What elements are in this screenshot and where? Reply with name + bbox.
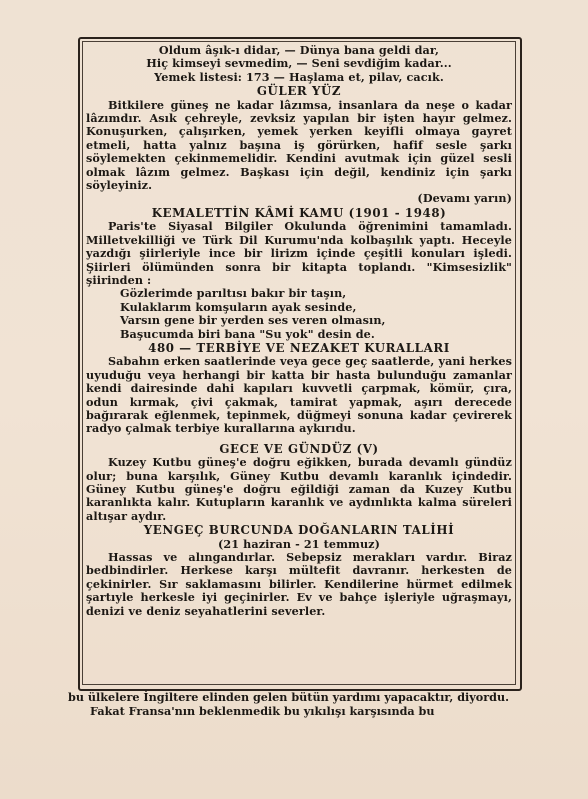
bottom-continuation-text	[68, 691, 512, 718]
terbiye-title: 480 — TERBİYE VE NEZAKET KURALLARI	[148, 340, 450, 355]
poem-top-line-2: Hiç kimseyi sevmedim, — Seni sevdiğim kadar...	[146, 56, 452, 71]
bottom-line-2: Fakat Fransa'nın beklenmedik bu yıkılışı karşısında bu	[90, 703, 435, 718]
poem-line-2: Kulaklarım komşuların ayak sesinde,	[120, 299, 357, 314]
gece-gunduz-title: GECE VE GÜNDÜZ (V)	[219, 441, 379, 456]
guler-yuz-title: GÜLER YÜZ	[256, 84, 342, 99]
gece-gunduz-body: Kuzey Kutbu güneş'e doğru eğikken, burada devamlı gündüz olur; buna karşılık, Güney Kutbu devamlı karanlık içindedir. Güney Kutbu güneş'e doğru eğildiği zaman da Kuzey Kutbu karanlıkta kalır. Kutupların karanlık ve aydınlıkta kalma süreleri altışar aydır.	[86, 455, 512, 523]
guler-yuz-continued: (Devamı yarın)	[417, 191, 512, 206]
poem-line-4: Başucumda biri bana "Su yok" desin de.	[120, 326, 375, 341]
yengec-dates: (21 haziran - 21 temmuz)	[217, 536, 381, 551]
kemalettin-poem	[86, 287, 512, 341]
kemalettin-title: KEMALETTİN KÂMİ KAMU (1901 - 1948)	[151, 205, 447, 220]
calendar-leaf-content	[86, 44, 512, 618]
yengec-body: Hassas ve alıngandırlar. Sebepsiz merakları vardır. Biraz bedbindirler. Herkese karşı mültefit davranır. herkesten de çekinirler. Sır saklamasını bilirler. Kendilerine hürmet edilmek şartıyle herkesle iyi geçinirler. Ev ve bahçe işleriyle uğraşmayı, denizi ve deniz seyahatlerini severler.	[86, 550, 512, 618]
poem-top-line-1: Oldum âşık-ı didar, — Dünya bana geldi dar,	[158, 43, 440, 57]
poem-line-1: Gözlerimde parıltısı bakır bir taşın,	[120, 286, 347, 301]
menu-line: Yemek listesi: 173 — Haşlama et, pilav, cacık.	[154, 69, 444, 84]
terbiye-body: Sabahın erken saatlerinde veya gece geç saatlerde, yani herkes uyuduğu veya herhangi bir katta bir hasta bulunduğu zamanlar kendi dairesinde dahi kapıları kuvvetli çarpmak, kömür, çıra, odun kırmak, çivi çakmak, tamirat yapmak, aşırı derecede bağırarak eğlenmek, tepinmek, düğmeyi sonuna kadar çevirerek radyo çalmak terbiye kurallarına aykırıdu.	[86, 354, 512, 436]
bottom-line-1: bu ülkelere İngiltere elinden gelen bütün yardımı yapacaktır, diyordu.	[68, 690, 510, 704]
kemalettin-body: Paris'te Siyasal Bilgiler Okulunda öğrenimini tamamladı. Milletvekilliği ve Türk Dil Kurumu'nda kolbaşılık yaptı. Heceyle yazdığı şiirleriyle ince bir lirizm içinde çeşitli konuları işledi. Şiirleri ölümünden sonra bir kitapta toplandı. "Kimsesizlik" şiirinden :	[86, 219, 512, 287]
poem-line-3: Varsın gene bir yerden ses veren olmasın,	[120, 313, 386, 328]
guler-yuz-body: Bitkilere güneş ne kadar lâzımsa, insanlara da neşe o kadar lâzımdır. Asık çehreyle, zevksiz yapılan bir işten hayır gelmez. Konuşurken, çalışırken, yemek yerken keyifli olmaya gayret etmeli, hatta yalnız başına iş görürken, hafif sesle şarkı söylemekten çekinmemelidir. Kendini avutmak için güzel sesli olmak lâzım gelmez. Başkası için değil, kendiniz için şarkı söyleyiniz.	[86, 97, 512, 193]
yengec-title: YENGEÇ BURCUNDA DOĞANLARIN TALİHİ	[143, 523, 455, 538]
